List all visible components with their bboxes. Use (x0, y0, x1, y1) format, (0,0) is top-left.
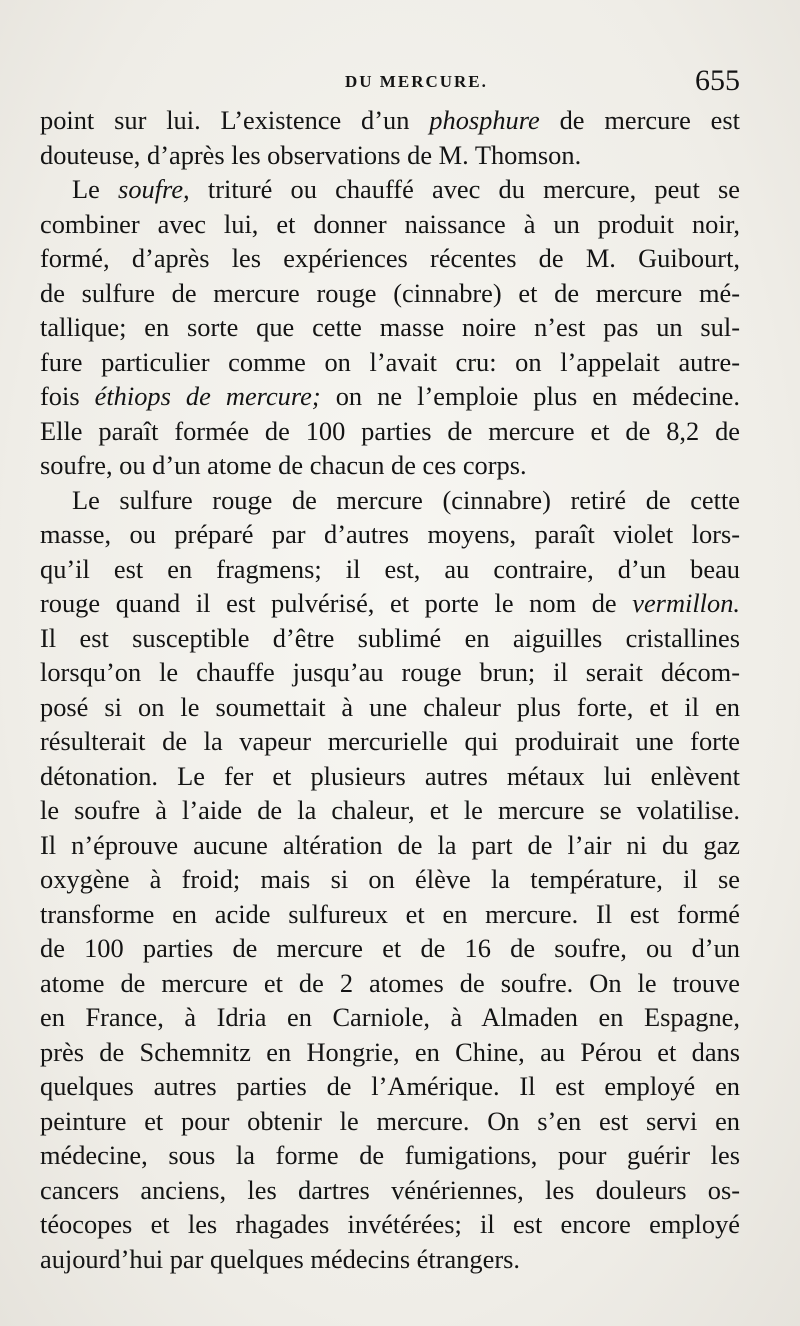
text-line (40, 1242, 740, 1277)
italic-term: phosphure (429, 105, 540, 135)
text-run: de 100 parties de mercure et de 16 de soufre, ou d’un (40, 933, 740, 963)
text-run: fois (40, 381, 95, 411)
text-run: Le (72, 174, 119, 204)
text-line (40, 690, 740, 725)
text-line (40, 793, 740, 828)
paragraph (40, 483, 740, 1277)
text-run: Le sulfure rouge de mercure (cinnabre) retiré de cette (72, 484, 740, 515)
text-run: en France, à Idria en Carniole, à Almaden en Espagne, (40, 1002, 740, 1032)
text-run: cancers anciens, les dartres vénériennes, les douleurs os- (40, 1174, 740, 1205)
text-run: quelques autres parties de l’Amérique. Il est employé en (40, 1071, 740, 1101)
text-line (40, 897, 740, 932)
text-line (40, 172, 740, 207)
body-text (40, 103, 740, 1276)
text-run: Elle paraît formée de 100 parties de mercure et de 8,2 de (40, 415, 740, 446)
text-run: formé, d’après les expériences récentes de M. Guibourt, (40, 243, 740, 273)
text-line (40, 1000, 740, 1035)
text-run: atome de mercure et de 2 atomes de soufre. On le trouve (40, 967, 740, 998)
text-line (40, 655, 740, 690)
text-line (40, 207, 740, 242)
text-run: Il est susceptible d’être sublimé en aiguilles cristallines (40, 622, 740, 653)
text-line (40, 276, 740, 311)
text-run: oxygène à froid; mais si on élève la température, il se (40, 864, 740, 894)
text-line (40, 310, 740, 345)
text-line (40, 1069, 740, 1104)
text-run: de mercure est (539, 105, 740, 135)
text-run: Il n’éprouve aucune altération de la part de l’air ni du gaz (40, 829, 740, 860)
text-run: soufre, ou d’un atome de chacun de ces corps. (40, 450, 527, 480)
text-run: de sulfure de mercure rouge (cinnabre) et de mercure mé- (40, 277, 740, 308)
text-line (40, 621, 740, 656)
text-line (40, 414, 740, 449)
text-line (40, 103, 740, 138)
text-run: masse, ou préparé par d’autres moyens, paraît violet lors- (40, 519, 740, 549)
text-line (40, 931, 740, 966)
text-run: douteuse, d’après les observations de M. Thomson. (40, 139, 582, 170)
text-line (40, 241, 740, 276)
text-line (40, 138, 740, 173)
text-run: transforme en acide sulfureux et en mercure. Il est formé (40, 898, 740, 929)
text-line (40, 517, 740, 552)
text-line (40, 828, 740, 863)
text-run: fure particulier comme on l’avait cru: on l’appelait autre- (40, 346, 740, 377)
text-run: tallique; en sorte que cette masse noire n’est pas un sul- (40, 312, 740, 342)
text-line (40, 1207, 740, 1242)
text-line (40, 862, 740, 897)
italic-term: vermillon. (632, 588, 740, 618)
text-line (40, 1138, 740, 1173)
text-line (40, 1173, 740, 1208)
text-run: téocopes et les rhagades invétérées; il est encore employé (40, 1209, 740, 1239)
text-run: près de Schemnitz en Hongrie, en Chine, au Pérou et dans (40, 1036, 740, 1067)
text-run: le soufre à l’aide de la chaleur, et le mercure se volatilise. (40, 795, 740, 825)
text-run: qu’il est en fragmens; il est, au contraire, d’un beau (40, 553, 740, 584)
text-line (40, 552, 740, 587)
text-line (40, 1035, 740, 1070)
paragraph (40, 172, 740, 483)
running-head: DU MERCURE. (345, 72, 488, 91)
italic-term: éthiops de mercure; (94, 381, 321, 411)
text-run: point sur lui. L’existence d’un (40, 105, 430, 135)
text-run: trituré ou chauffé avec du mercure, peut se (189, 174, 740, 204)
text-run: posé si on le soumettait à une chaleur plus forte, et il en (40, 691, 740, 722)
text-line (40, 724, 740, 759)
text-run: on ne l’emploie plus en médecine. (320, 381, 740, 411)
text-line (40, 483, 740, 518)
text-run: aujourd’hui par quelques médecins étrangers. (40, 1243, 520, 1274)
text-run: peinture et pour obtenir le mercure. On s’en est servi en (40, 1105, 740, 1136)
text-run: lorsqu’on le chauffe jusqu’au rouge brun; il serait décom- (40, 657, 740, 687)
text-line (40, 966, 740, 1001)
text-run: combiner avec lui, et donner naissance à un produit noir, (40, 208, 740, 239)
page-header (40, 64, 740, 98)
text-line (40, 345, 740, 380)
text-run: résulterait de la vapeur mercurielle qui produirait une forte (40, 726, 740, 756)
text-line (40, 448, 740, 483)
text-run: médecine, sous la forme de fumigations, pour guérir les (40, 1140, 740, 1170)
text-run: rouge quand il est pulvérisé, et porte le nom de (40, 588, 633, 618)
paragraph (40, 103, 740, 172)
italic-term: soufre, (118, 174, 190, 204)
text-line (40, 759, 740, 794)
page-number: 655 (695, 64, 740, 97)
text-line (40, 379, 740, 414)
text-line (40, 1104, 740, 1139)
text-line (40, 586, 740, 621)
text-run: détonation. Le fer et plusieurs autres métaux lui enlèvent (40, 760, 740, 791)
